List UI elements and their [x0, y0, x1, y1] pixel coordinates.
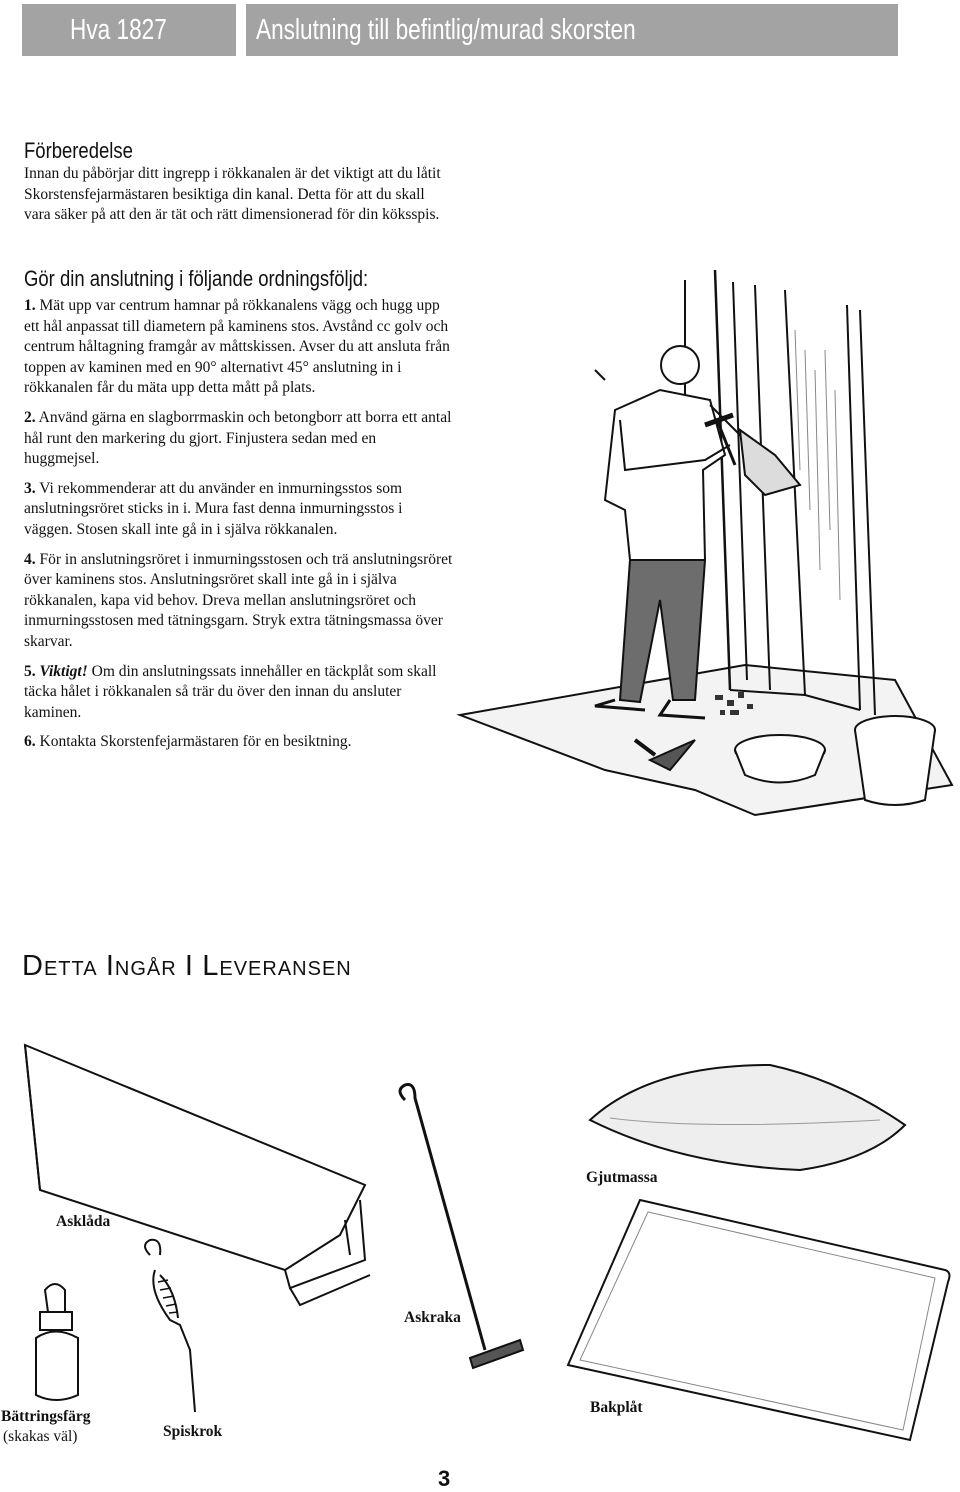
delivery-illustration: [0, 1020, 960, 1450]
header-model: Hva 1827: [70, 14, 167, 46]
step-1: 1. Mät upp var centrum hamnar på rökkanalens vägg och hugg upp ett hål anpassat till diametern på kaminens stos. Avstånd cc golv och centrum håltagning framgår av måttskissen. Avser du att ansluta från toppen av kaminen med en 90° alternativt 45° anslutning in i rökkanalen får du mäta upp detta mått på plats.: [24, 297, 450, 397]
label-gjutmassa: Gjutmassa: [586, 1169, 658, 1186]
touchup-paint-bottle-drawing: [36, 1284, 78, 1400]
step-3: 3. Vi rekommenderar att du använder en inmurningsstos som anslutningsröret sticks in i. Mura fast denna inmurningsstos i väggen. Stosen skall inte gå in i själva rökkanalen.: [24, 479, 403, 538]
steps-list: [24, 296, 454, 753]
header-title-bar: [246, 4, 898, 56]
label-battringsfarg: Bättringsfärg: [1, 1408, 91, 1425]
header-model-bar: [22, 4, 236, 56]
steps-heading: Gör din anslutning i följande ordningsföljd:: [24, 266, 369, 291]
step-4: 4. För in anslutningsröret i inmurningsstosen och trä anslutningsröret över kaminens stos. Anslutningsröret skall inte gå in i själva rökkanalen, kapa vid behov. Dreva mellan anslutningsröret och inmurningsstosen med tätningsgarn. Stryk extra tätningsmassa över skarvar.: [24, 550, 453, 650]
label-askraka: Askraka: [404, 1309, 461, 1326]
preparation-text: Innan du påbörjar ditt ingrepp i rökkanalen är det viktigt att du låtit Skorstensfejarmästaren besiktiga din kanal. Detta för att du skall vara säker på att den är tät och rätt dimensionerad för din köksspis.: [24, 165, 441, 224]
label-asklada: Asklåda: [56, 1213, 111, 1230]
label-bakplat: Bakplåt: [590, 1399, 643, 1416]
step-6: 6. Kontakta Skorstenfejarmästaren för en besiktning.: [24, 733, 352, 751]
stove-hook-drawing: [145, 1240, 195, 1412]
step-5: 5. Viktigt! Om din anslutningssats innehåller en täckplåt som skall täcka hålet i rökkanalen så trär du över den innan du ansluter kaminen.: [24, 662, 437, 721]
label-battringsfarg-note: (skakas väl): [3, 1428, 78, 1445]
ash-tray-drawing: [25, 1045, 370, 1305]
page-number: 3: [438, 1466, 451, 1491]
label-spiskrok: Spiskrok: [163, 1423, 223, 1440]
casting-compound-bag-drawing: [590, 1065, 905, 1170]
step-2: 2. Använd gärna en slagborrmaskin och betongborr att borra ett antal hål runt den markering du gjort. Finjustera sedan med en huggmejsel.: [24, 408, 452, 468]
preparation-heading: Förberedelse: [24, 138, 133, 163]
chimney-work-illustration: [455, 270, 955, 840]
delivery-title: DETTA INGÅR I LEVERANSEN: [22, 950, 352, 982]
header-title: Anslutning till befintlig/murad skorsten: [256, 14, 636, 46]
